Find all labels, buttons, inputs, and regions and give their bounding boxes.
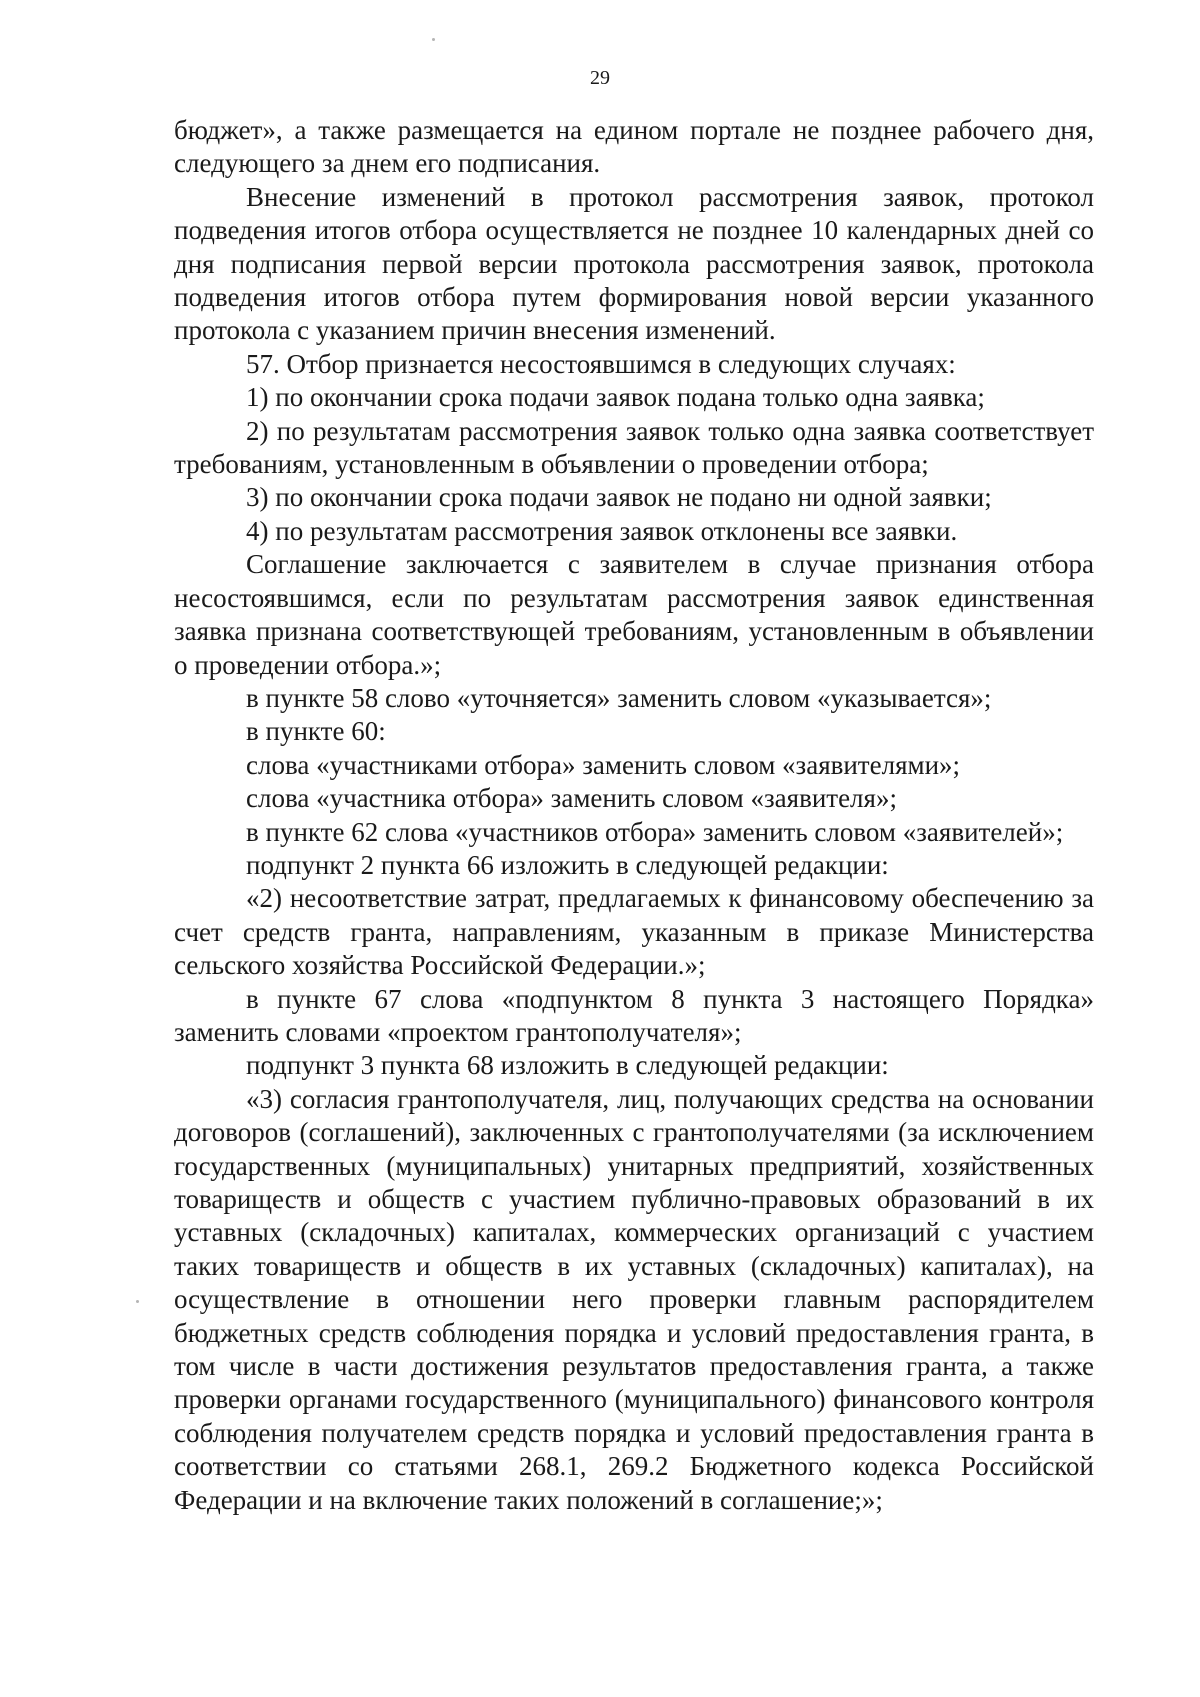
paragraph: «3) согласия грантополучателя, лиц, получающих средства на основании договоров (соглашений), заключенных с грантополучателями (за исключением государственных (муниципальных) унитарных предприятий, хозяйственных товариществ и обществ с участием публично-правовых образований в их уставных (складочных) капиталах, коммерческих организаций с участием таких товариществ и обществ в их уставных (складочных) капиталах), на осуществление в отношении него проверки главным распорядителем бюджетных средств соблюдения порядка и условий предоставления гранта, в том числе в части достижения результатов предоставления гранта, а также проверки органами государственного (муниципального) финансового контроля соблюдения получателем средств порядка и условий предоставления гранта в соответствии со статьями 268.1, 269.2 Бюджетного кодекса Российской Федерации и на включение таких положений в соглашение;»; — [174, 1083, 1094, 1515]
list-item: 3) по окончании срока подачи заявок не подано ни одной заявки; — [246, 482, 992, 513]
paragraph: Соглашение заключается с заявителем в случае признания отбора несостоявшимся, если по результатам рассмотрения заявок единственная заявка признана соответствующей требованиям, установленным в объявлении о проведении отбора.»; — [174, 549, 1094, 680]
paragraph: в пункте 60: — [246, 716, 386, 747]
paragraph: слова «участниками отбора» заменить словом «заявителями»; — [246, 749, 961, 780]
document-body — [174, 114, 1094, 1517]
list-item: 1) по окончании срока подачи заявок подана только одна заявка; — [246, 382, 985, 413]
paragraph: бюджет», а также размещается на едином портале не позднее рабочего дня, следующего за днем его подписания. — [174, 115, 1094, 179]
paragraph: в пункте 67 слова «подпунктом 8 пункта 3 настоящего Порядка» заменить словами «проектом грантополучателя»; — [174, 983, 1094, 1047]
list-item: 4) по результатам рассмотрения заявок отклонены все заявки. — [246, 515, 958, 546]
paragraph: подпункт 2 пункта 66 изложить в следующей редакции: — [246, 849, 889, 880]
paragraph: подпункт 3 пункта 68 изложить в следующей редакции: — [246, 1050, 889, 1081]
scan-speck — [136, 1300, 139, 1303]
list-item: 2) по результатам рассмотрения заявок только одна заявка соответствует требованиям, установленным в объявлении о проведении отбора; — [174, 415, 1094, 480]
page-number: 29 — [590, 67, 610, 89]
paragraph: в пункте 62 слова «участников отбора» заменить словом «заявителей»; — [246, 816, 1064, 847]
paragraph: в пункте 58 слово «уточняется» заменить словом «указывается»; — [246, 682, 992, 713]
paragraph: Внесение изменений в протокол рассмотрения заявок, протокол подведения итогов отбора осуществляется не позднее 10 календарных дней со дня подписания первой версии протокола рассмотрения заявок, протокола подведения итогов отбора путем формирования новой версии указанного протокола с указанием причин внесения изменений. — [174, 181, 1094, 346]
paragraph: слова «участника отбора» заменить словом «заявителя»; — [246, 783, 897, 814]
scan-speck — [432, 38, 435, 41]
paragraph: 57. Отбор признается несостоявшимся в следующих случаях: — [246, 348, 956, 379]
paragraph: «2) несоответствие затрат, предлагаемых к финансовому обеспечению за счет средств гранта, направлениям, указанным в приказе Министерства сельского хозяйства Российской Федерации.»; — [174, 883, 1094, 981]
